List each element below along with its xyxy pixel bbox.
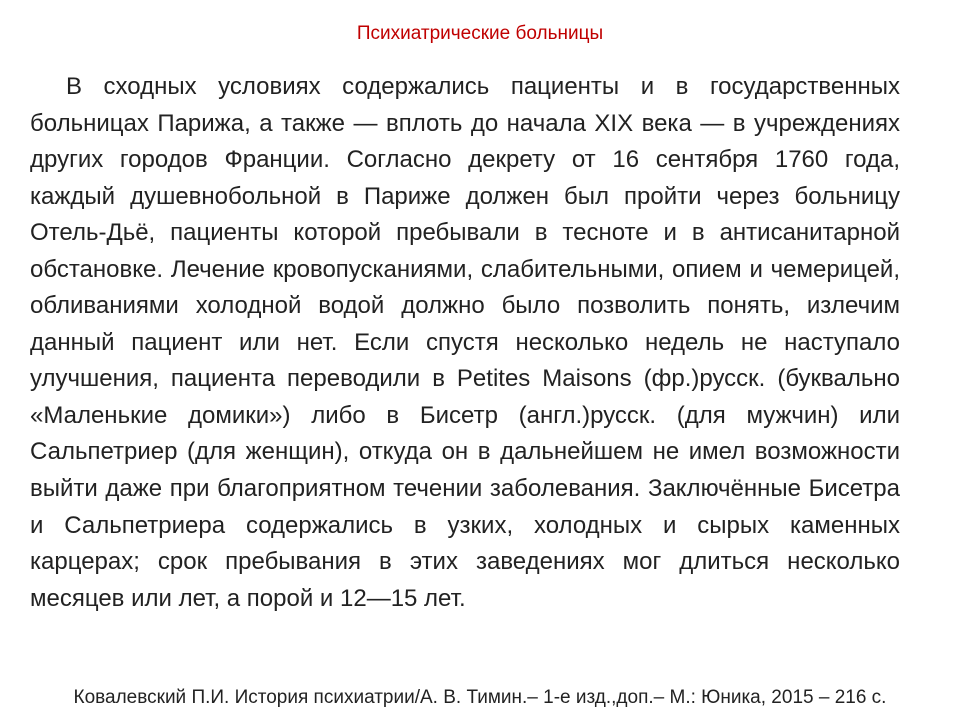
citation: Ковалевский П.И. История психиатрии/А. В. Тимин.– 1-е изд.,доп.– М.: Юника, 2015 – 216 с. xyxy=(73,687,887,708)
body-paragraph: В сходных условиях содержались пациенты и в государственных больницах Парижа, а также — вплоть до начала XIX века — в учреждениях других городов Франции. Согласно декрету от 16 сентября 1760 года, каждый душевнобольной в Париже должен был пройти через больницу Отель-Дьё, пациенты которой пребывали в тесноте и в антисанитарной обстановке. Лечение кровопусканиями, слабительными, опием и чемерицей, обливаниями холодной водой должно было позволить понять, излечим данный пациент или нет. Если спустя несколько недель не наступало улучшения, пациента переводили в Petites Maisons (фр.)русск. (буквально «Маленькие домики») либо в Бисетр (англ.)русск. (для мужчин) или Сальпетриер (для женщин), откуда он в дальнейшем не имел возможности выйти даже при благоприятном течении заболевания. Заключённые Бисетра и Сальпетриера содержались в узких, холодных и сырых каменных карцерах; срок пребывания в этих заведениях мог длиться несколько месяцев или лет, а порой и 12—15 лет. xyxy=(30,73,900,612)
slide-title: Психиатрические больницы xyxy=(356,23,604,44)
